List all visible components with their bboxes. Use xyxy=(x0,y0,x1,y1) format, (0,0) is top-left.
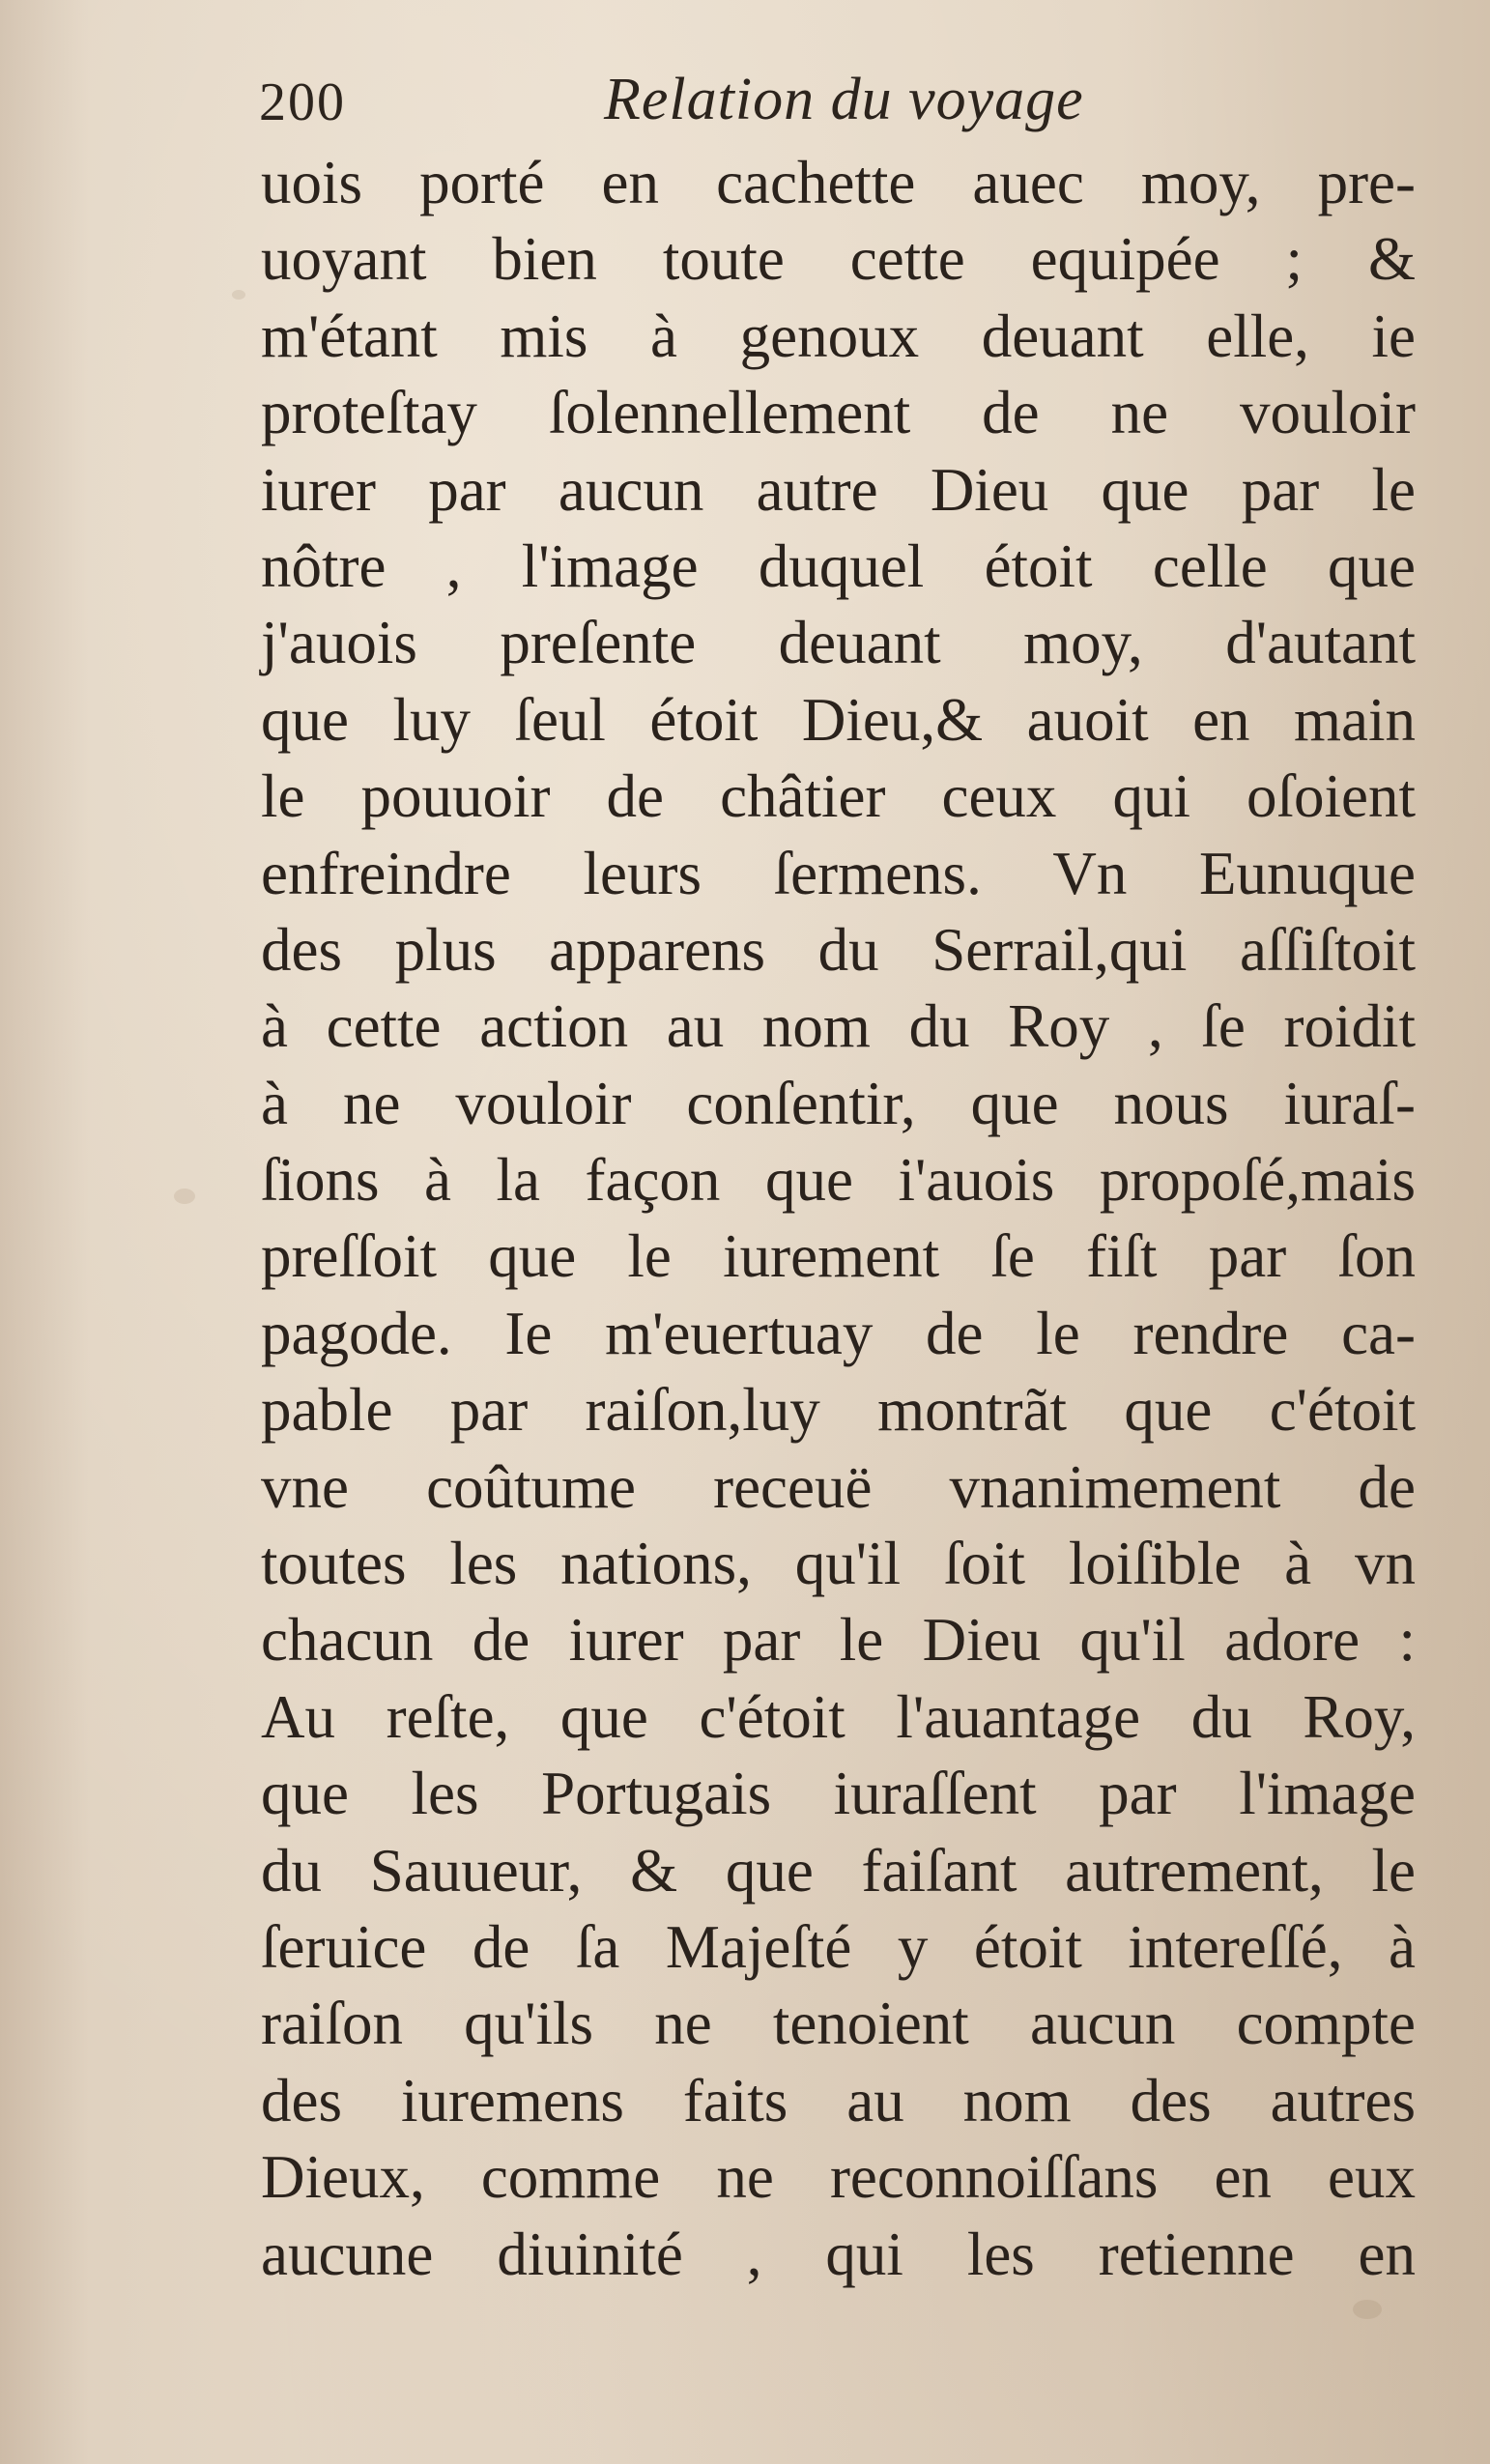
page-number: 200 xyxy=(259,72,346,132)
text-line: preſſoit que le iurement ſe fiſt par ſon xyxy=(261,1222,1416,1291)
text-line: uois porté en cachette auec moy, pre- xyxy=(261,149,1416,216)
running-title: Relation du voyage xyxy=(604,67,1084,132)
text-line: j'auois preſente deuant moy, d'autant xyxy=(261,609,1416,677)
text-line: des plus apparens du Serrail,qui aſſiſtoit xyxy=(261,915,1416,984)
page-header xyxy=(259,66,1225,143)
text-line: Au reſte, que c'étoit l'auantage du Roy, xyxy=(261,1682,1416,1751)
text-line: iurer par aucun autre Dieu que par le xyxy=(261,455,1416,524)
paper-stain xyxy=(174,1189,195,1204)
text-line: nôtre , l'image duquel étoit celle que xyxy=(261,531,1416,600)
text-line: le pouuoir de châtier ceux qui oſoient xyxy=(261,762,1416,831)
text-line: proteſtay ſolennellement de ne vouloir xyxy=(261,379,1416,447)
text-line: toutes les nations, qu'il ſoit loiſible à vn xyxy=(261,1530,1416,1598)
text-line: chacun de iurer par le Dieu qu'il adore : xyxy=(261,1606,1416,1675)
body-text xyxy=(261,145,1416,2293)
text-line: pagode. Ie m'euertuay de le rendre ca- xyxy=(261,1299,1416,1367)
text-line: raiſon qu'ils ne tenoient aucun compte xyxy=(261,1990,1416,2058)
text-line: m'étant mis à genoux deuant elle, ie xyxy=(261,301,1416,370)
text-line: des iuremens faits au nom des autres xyxy=(261,2066,1416,2135)
text-line: du Sauueur, & que faiſant autrement, le xyxy=(261,1836,1416,1905)
text-line: enfreindre leurs ſermens. Vn Eunuque xyxy=(261,839,1416,907)
text-line: que les Portugais iuraſſent par l'image xyxy=(261,1760,1416,1828)
text-line: vne coûtume receuë vnanimement de xyxy=(261,1452,1416,1521)
text-line: ſeruice de ſa Majeſté y étoit intereſſé, à xyxy=(261,1912,1416,1981)
text-line: pable par raiſon,luy montrãt que c'étoit xyxy=(261,1376,1416,1445)
text-line: à ne vouloir conſentir, que nous iuraſ- xyxy=(261,1069,1416,1137)
text-line: Dieux, comme ne reconnoiſſans en eux xyxy=(261,2143,1416,2212)
paper-stain xyxy=(1353,2300,1382,2319)
paper-stain xyxy=(232,290,245,300)
text-line: uoyant bien toute cette equipée ; & xyxy=(261,225,1416,294)
text-line: à cette action au nom du Roy , ſe roidit xyxy=(261,992,1416,1061)
text-line: que luy ſeul étoit Dieu,& auoit en main xyxy=(261,685,1416,754)
text-line: ſions à la façon que i'auois propoſé,mais xyxy=(261,1146,1416,1215)
text-line: aucune diuinité , qui les retienne en xyxy=(261,2220,1416,2288)
